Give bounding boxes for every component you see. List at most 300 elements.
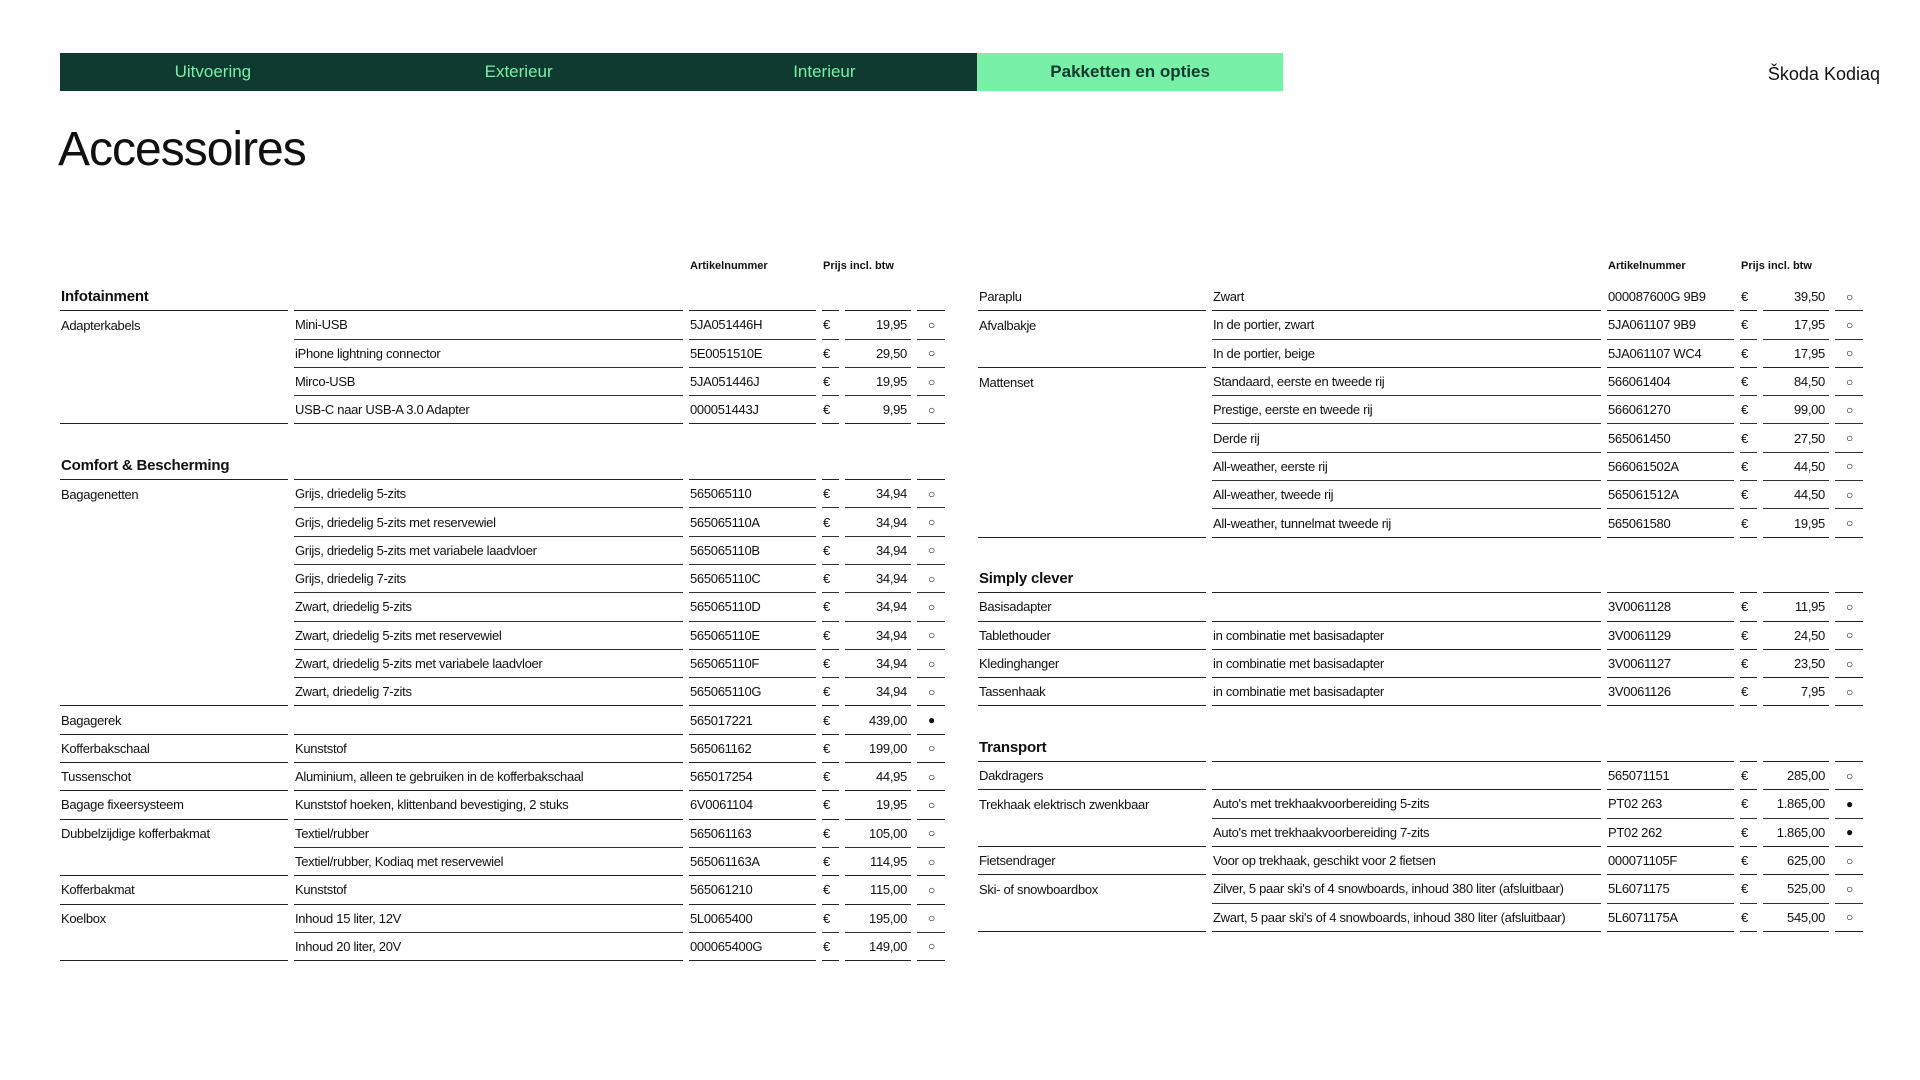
row-article-number: 000071105F: [1607, 847, 1734, 875]
section-rule: [1607, 734, 1734, 762]
brand-model: Škoda Kodiaq: [1767, 64, 1880, 84]
section-title: Simply clever: [978, 565, 1206, 593]
row-description: Textiel/rubber, Kodiaq met reservewiel: [294, 848, 683, 876]
row-currency: €: [822, 480, 839, 508]
table-row: [60, 368, 945, 396]
row-description: Zwart, driedelig 5-zits: [294, 593, 683, 621]
row-price: 625,00: [1763, 847, 1829, 875]
table-row: [978, 678, 1863, 706]
section-rule: [845, 452, 911, 480]
table-row: [978, 790, 1863, 818]
row-category: Adapterkabels: [61, 317, 141, 333]
table-row: [978, 340, 1863, 368]
row-article-number: 565071151: [1607, 762, 1734, 790]
row-currency: €: [822, 791, 839, 819]
row-currency: €: [1740, 875, 1757, 903]
row-article-number: PT02 262: [1607, 819, 1734, 847]
row-category: [60, 933, 288, 961]
row-description: Zilver, 5 paar ski's of 4 snowboards, inhoud 380 liter (afsluitbaar): [1212, 875, 1601, 903]
row-article-number: 565065110E: [689, 622, 816, 650]
row-availability-mark: ○: [917, 848, 945, 876]
row-price: 34,94: [845, 480, 911, 508]
row-price: 7,95: [1763, 678, 1829, 706]
tab-pakketten-en-opties[interactable]: Pakketten en opties: [977, 53, 1283, 91]
row-category: [60, 848, 288, 876]
row-category: Koelbox: [61, 911, 106, 927]
row-article-number: 566061502A: [1607, 453, 1734, 481]
section-title: Transport: [978, 734, 1206, 762]
row-currency: €: [1740, 481, 1757, 509]
row-article-number: 565017221: [689, 706, 816, 734]
row-description: Prestige, eerste en tweede rij: [1212, 396, 1601, 424]
table-row: [978, 622, 1863, 650]
table-row: [60, 905, 945, 933]
row-description: iPhone lightning connector: [294, 340, 683, 368]
row-article-number: 565065110G: [689, 678, 816, 706]
accessories-table-right: [972, 283, 1869, 932]
row-category: Fietsendrager: [978, 847, 1206, 875]
row-price: 23,50: [1763, 650, 1829, 678]
tab-uitvoering[interactable]: Uitvoering: [174, 62, 252, 81]
row-currency: €: [1740, 340, 1757, 368]
row-description: All-weather, eerste rij: [1212, 453, 1601, 481]
row-availability-mark: ○: [1835, 847, 1863, 875]
row-price: 114,95: [845, 848, 911, 876]
row-description: Auto's met trekhaakvoorbereiding 7-zits: [1212, 819, 1601, 847]
table-row: [978, 904, 1863, 932]
header-price-right: Prijs incl. btw: [1741, 260, 1812, 272]
row-article-number: 5L0065400: [689, 905, 816, 933]
row-article-number: 565061512A: [1607, 481, 1734, 509]
table-row: [60, 735, 945, 763]
table-row: [60, 876, 945, 904]
table-row: [978, 509, 1863, 537]
row-description: Aluminium, alleen te gebruiken in de kofferbakschaal: [294, 763, 683, 791]
table-row: [978, 283, 1863, 311]
section-rule: [1835, 734, 1863, 762]
row-article-number: 5JA051446J: [689, 368, 816, 396]
row-availability-mark: ○: [1835, 762, 1863, 790]
row-availability-mark: ○: [1835, 875, 1863, 903]
row-description: in combinatie met basisadapter: [1212, 622, 1601, 650]
row-price: 1.865,00: [1763, 790, 1829, 818]
row-article-number: 565061580: [1607, 509, 1734, 537]
section-spacer: [978, 538, 1863, 565]
row-category: Kofferbakschaal: [60, 735, 288, 763]
row-currency: €: [1740, 678, 1757, 706]
row-category: [978, 453, 1206, 481]
row-category: [60, 565, 288, 593]
row-article-number: 5JA061107 WC4: [1607, 340, 1734, 368]
row-description: Voor op trekhaak, geschikt voor 2 fietsen: [1212, 847, 1601, 875]
table-row: [60, 340, 945, 368]
row-description: Zwart: [1212, 283, 1601, 311]
row-description: Kunststof hoeken, klittenband bevestiging, 2 stuks: [294, 791, 683, 819]
row-price: 11,95: [1763, 593, 1829, 621]
row-description: Grijs, driedelig 5-zits met reservewiel: [294, 508, 683, 536]
row-article-number: 565017254: [689, 763, 816, 791]
row-category: [60, 678, 288, 706]
row-availability-mark: ○: [917, 565, 945, 593]
row-price: 285,00: [1763, 762, 1829, 790]
row-description: Grijs, driedelig 5-zits: [294, 480, 683, 508]
table-row: [60, 593, 945, 621]
row-availability-mark: ○: [1835, 593, 1863, 621]
row-currency: €: [822, 368, 839, 396]
row-availability-mark: ○: [1835, 678, 1863, 706]
row-article-number: 566061404: [1607, 368, 1734, 396]
section-rule: [917, 452, 945, 480]
row-category: Paraplu: [978, 283, 1206, 311]
table-row: [60, 933, 945, 961]
section-rule: [689, 283, 816, 311]
row-availability-mark: ○: [917, 396, 945, 424]
row-price: 1.865,00: [1763, 819, 1829, 847]
row-article-number: 3V0061126: [1607, 678, 1734, 706]
row-category: [978, 340, 1206, 368]
row-category: Tablethouder: [978, 622, 1206, 650]
row-availability-mark: ○: [917, 622, 945, 650]
row-availability-mark: ○: [1835, 368, 1863, 396]
row-description: Grijs, driedelig 5-zits met variabele laadvloer: [294, 537, 683, 565]
row-article-number: 565061163: [689, 820, 816, 848]
row-price: 17,95: [1763, 340, 1829, 368]
header-article-right: Artikelnummer: [1608, 260, 1686, 272]
row-price: 39,50: [1763, 283, 1829, 311]
row-availability-mark: ○: [1835, 481, 1863, 509]
row-price: 19,95: [1763, 509, 1829, 537]
row-availability-mark: ○: [1835, 424, 1863, 452]
table-row: [60, 848, 945, 876]
row-category: Mattenset: [979, 374, 1034, 390]
table-row: [978, 424, 1863, 452]
table-row: [60, 791, 945, 819]
section-rule: [822, 283, 839, 311]
row-currency: €: [1740, 847, 1757, 875]
row-category: [60, 622, 288, 650]
row-currency: €: [1740, 368, 1757, 396]
row-description: Kunststof: [294, 876, 683, 904]
section-header-simply-clever: [978, 565, 1863, 593]
row-price: 17,95: [1763, 311, 1829, 339]
row-category: Basisadapter: [978, 593, 1206, 621]
table-row: [978, 875, 1863, 903]
section-title: Infotainment: [60, 283, 288, 311]
row-category: [60, 396, 288, 424]
row-category: [978, 904, 1206, 932]
table-row: [60, 820, 945, 848]
row-price: 27,50: [1763, 424, 1829, 452]
row-availability-mark: ○: [917, 311, 945, 339]
section-rule: [1763, 565, 1829, 593]
row-price: 34,94: [845, 622, 911, 650]
row-price: 44,95: [845, 763, 911, 791]
row-article-number: 000065400G: [689, 933, 816, 961]
row-availability-mark: ○: [1835, 453, 1863, 481]
section-rule: [294, 452, 683, 480]
row-currency: €: [822, 396, 839, 424]
row-currency: €: [1740, 424, 1757, 452]
row-description: USB-C naar USB-A 3.0 Adapter: [294, 396, 683, 424]
row-price: 34,94: [845, 593, 911, 621]
table-row: [60, 565, 945, 593]
row-availability-mark: ○: [917, 735, 945, 763]
row-description: in combinatie met basisadapter: [1212, 650, 1601, 678]
row-article-number: 5E0051510E: [689, 340, 816, 368]
row-category: Trekhaak elektrisch zwenkbaar: [979, 796, 1150, 812]
section-rule: [845, 283, 911, 311]
row-category: Bagage fixeersysteem: [60, 791, 288, 819]
section-rule: [1835, 565, 1863, 593]
row-currency: €: [822, 905, 839, 933]
row-currency: €: [822, 593, 839, 621]
row-currency: €: [822, 311, 839, 339]
row-article-number: 565061162: [689, 735, 816, 763]
section-header-infotainment: [60, 283, 945, 311]
table-row: [978, 819, 1863, 847]
row-article-number: 000087600G 9B9: [1607, 283, 1734, 311]
row-price: 29,50: [845, 340, 911, 368]
row-currency: €: [1740, 283, 1757, 311]
row-currency: €: [822, 537, 839, 565]
row-category: [60, 650, 288, 678]
table-row: [978, 453, 1863, 481]
row-article-number: 3V0061127: [1607, 650, 1734, 678]
row-category: Bagagenetten: [61, 486, 139, 502]
row-availability-mark: ○: [917, 650, 945, 678]
section-header-comfort-bescherming: [60, 452, 945, 480]
row-category: Tassenhaak: [978, 678, 1206, 706]
row-category: [60, 508, 288, 536]
table-row: [978, 481, 1863, 509]
row-description: [1212, 593, 1601, 621]
section-rule: [689, 452, 816, 480]
table-row: [60, 396, 945, 424]
row-category: Ski- of snowboardbox: [979, 881, 1099, 897]
row-article-number: 5JA061107 9B9: [1607, 311, 1734, 339]
tab-exterieur[interactable]: Exterieur: [484, 62, 553, 81]
row-availability-mark: ●: [1835, 790, 1863, 818]
row-price: 149,00: [845, 933, 911, 961]
row-availability-mark: ○: [917, 593, 945, 621]
row-price: 34,94: [845, 537, 911, 565]
section-rule: [1212, 565, 1601, 593]
row-description: Auto's met trekhaakvoorbereiding 5-zits: [1212, 790, 1601, 818]
table-row: [60, 650, 945, 678]
section-rule: [1607, 565, 1734, 593]
table-row: [60, 537, 945, 565]
row-category: Kofferbakmat: [60, 876, 288, 904]
row-price: 44,50: [1763, 453, 1829, 481]
row-price: 545,00: [1763, 904, 1829, 932]
row-availability-mark: ○: [1835, 904, 1863, 932]
row-availability-mark: ●: [1835, 819, 1863, 847]
row-currency: €: [1740, 622, 1757, 650]
row-availability-mark: ○: [1835, 396, 1863, 424]
table-row: [978, 762, 1863, 790]
row-availability-mark: ○: [917, 480, 945, 508]
row-category: [978, 509, 1206, 537]
row-availability-mark: ○: [917, 678, 945, 706]
row-article-number: 565065110B: [689, 537, 816, 565]
table-row: [60, 678, 945, 706]
section-nav: [60, 53, 1283, 91]
row-article-number: 5JA051446H: [689, 311, 816, 339]
row-price: 34,94: [845, 678, 911, 706]
row-currency: €: [1740, 904, 1757, 932]
row-price: 84,50: [1763, 368, 1829, 396]
row-availability-mark: ○: [1835, 509, 1863, 537]
row-price: 105,00: [845, 820, 911, 848]
row-price: 19,95: [845, 791, 911, 819]
table-row: [60, 622, 945, 650]
section-rule: [1763, 734, 1829, 762]
row-article-number: 5L6071175: [1607, 875, 1734, 903]
row-description: in combinatie met basisadapter: [1212, 678, 1601, 706]
row-description: All-weather, tunnelmat tweede rij: [1212, 509, 1601, 537]
row-currency: €: [822, 622, 839, 650]
row-article-number: PT02 263: [1607, 790, 1734, 818]
row-currency: €: [822, 678, 839, 706]
row-category: Tussenschot: [60, 763, 288, 791]
section-title: Comfort & Bescherming: [60, 452, 288, 480]
row-currency: €: [822, 650, 839, 678]
row-article-number: 566061270: [1607, 396, 1734, 424]
row-currency: €: [1740, 593, 1757, 621]
row-availability-mark: ○: [917, 876, 945, 904]
row-price: 195,00: [845, 905, 911, 933]
row-description: In de portier, beige: [1212, 340, 1601, 368]
row-description: Inhoud 15 liter, 12V: [294, 905, 683, 933]
row-category: Kledinghanger: [978, 650, 1206, 678]
table-row: [60, 508, 945, 536]
row-price: 19,95: [845, 368, 911, 396]
row-availability-mark: ○: [1835, 622, 1863, 650]
accessories-table-left: [54, 283, 951, 961]
row-description: Mini-USB: [294, 311, 683, 339]
row-availability-mark: ○: [917, 820, 945, 848]
section-rule: [1740, 565, 1757, 593]
row-price: 9,95: [845, 396, 911, 424]
section-rule: [294, 283, 683, 311]
row-price: 115,00: [845, 876, 911, 904]
row-availability-mark: ○: [917, 905, 945, 933]
row-currency: €: [1740, 509, 1757, 537]
row-availability-mark: ○: [917, 791, 945, 819]
row-price: 24,50: [1763, 622, 1829, 650]
table-row: [978, 396, 1863, 424]
table-row: [60, 480, 945, 508]
row-availability-mark: ○: [1835, 650, 1863, 678]
row-description: Kunststof: [294, 735, 683, 763]
row-description: Mirco-USB: [294, 368, 683, 396]
section-spacer: [60, 424, 945, 451]
row-article-number: 6V0061104: [689, 791, 816, 819]
row-article-number: 3V0061128: [1607, 593, 1734, 621]
row-article-number: 565065110: [689, 480, 816, 508]
row-description: Zwart, 5 paar ski's of 4 snowboards, inhoud 380 liter (afsluitbaar): [1212, 904, 1601, 932]
section-rule: [1740, 734, 1757, 762]
row-description: Inhoud 20 liter, 20V: [294, 933, 683, 961]
table-row: [978, 311, 1863, 339]
row-availability-mark: ○: [1835, 283, 1863, 311]
row-currency: €: [822, 706, 839, 734]
row-description: [294, 706, 683, 734]
row-description: Zwart, driedelig 7-zits: [294, 678, 683, 706]
row-price: 525,00: [1763, 875, 1829, 903]
row-currency: €: [822, 340, 839, 368]
row-currency: €: [822, 848, 839, 876]
row-currency: €: [822, 763, 839, 791]
row-availability-mark: ●: [917, 706, 945, 734]
row-description: Zwart, driedelig 5-zits met variabele laadvloer: [294, 650, 683, 678]
row-category: [60, 340, 288, 368]
section-spacer: [978, 706, 1863, 733]
header-price-left: Prijs incl. btw: [823, 260, 894, 272]
row-currency: €: [1740, 650, 1757, 678]
row-article-number: 565065110D: [689, 593, 816, 621]
table-row: [60, 311, 945, 339]
row-currency: €: [1740, 396, 1757, 424]
row-description: Standaard, eerste en tweede rij: [1212, 368, 1601, 396]
row-currency: €: [822, 933, 839, 961]
row-description: All-weather, tweede rij: [1212, 481, 1601, 509]
row-description: Derde rij: [1212, 424, 1601, 452]
row-availability-mark: ○: [917, 368, 945, 396]
row-article-number: 565061450: [1607, 424, 1734, 452]
row-category: [60, 368, 288, 396]
row-price: 99,00: [1763, 396, 1829, 424]
row-availability-mark: ○: [917, 508, 945, 536]
row-availability-mark: ○: [917, 933, 945, 961]
row-availability-mark: ○: [917, 537, 945, 565]
row-article-number: 000051443J: [689, 396, 816, 424]
row-description: [1212, 762, 1601, 790]
row-category: [978, 481, 1206, 509]
section-rule: [1212, 734, 1601, 762]
section-header-transport: [978, 734, 1863, 762]
row-category: Afvalbakje: [979, 317, 1036, 333]
row-currency: €: [822, 508, 839, 536]
row-article-number: 565061210: [689, 876, 816, 904]
row-availability-mark: ○: [1835, 340, 1863, 368]
row-category: [60, 537, 288, 565]
table-row: [978, 593, 1863, 621]
row-price: 44,50: [1763, 481, 1829, 509]
row-availability-mark: ○: [1835, 311, 1863, 339]
row-category: [978, 396, 1206, 424]
row-currency: €: [1740, 453, 1757, 481]
row-price: 439,00: [845, 706, 911, 734]
row-category: [978, 424, 1206, 452]
row-price: 199,00: [845, 735, 911, 763]
table-row: [60, 763, 945, 791]
row-category: Bagagerek: [60, 706, 288, 734]
row-description: Textiel/rubber: [294, 820, 683, 848]
row-price: 34,94: [845, 650, 911, 678]
row-price: 19,95: [845, 311, 911, 339]
table-row: [60, 706, 945, 734]
row-currency: €: [1740, 819, 1757, 847]
tab-interieur[interactable]: Interieur: [793, 62, 856, 81]
table-row: [978, 847, 1863, 875]
row-article-number: 565065110F: [689, 650, 816, 678]
row-category: [978, 819, 1206, 847]
row-article-number: 565065110A: [689, 508, 816, 536]
row-description: Zwart, driedelig 5-zits met reservewiel: [294, 622, 683, 650]
row-category: [60, 593, 288, 621]
row-description: Grijs, driedelig 7-zits: [294, 565, 683, 593]
